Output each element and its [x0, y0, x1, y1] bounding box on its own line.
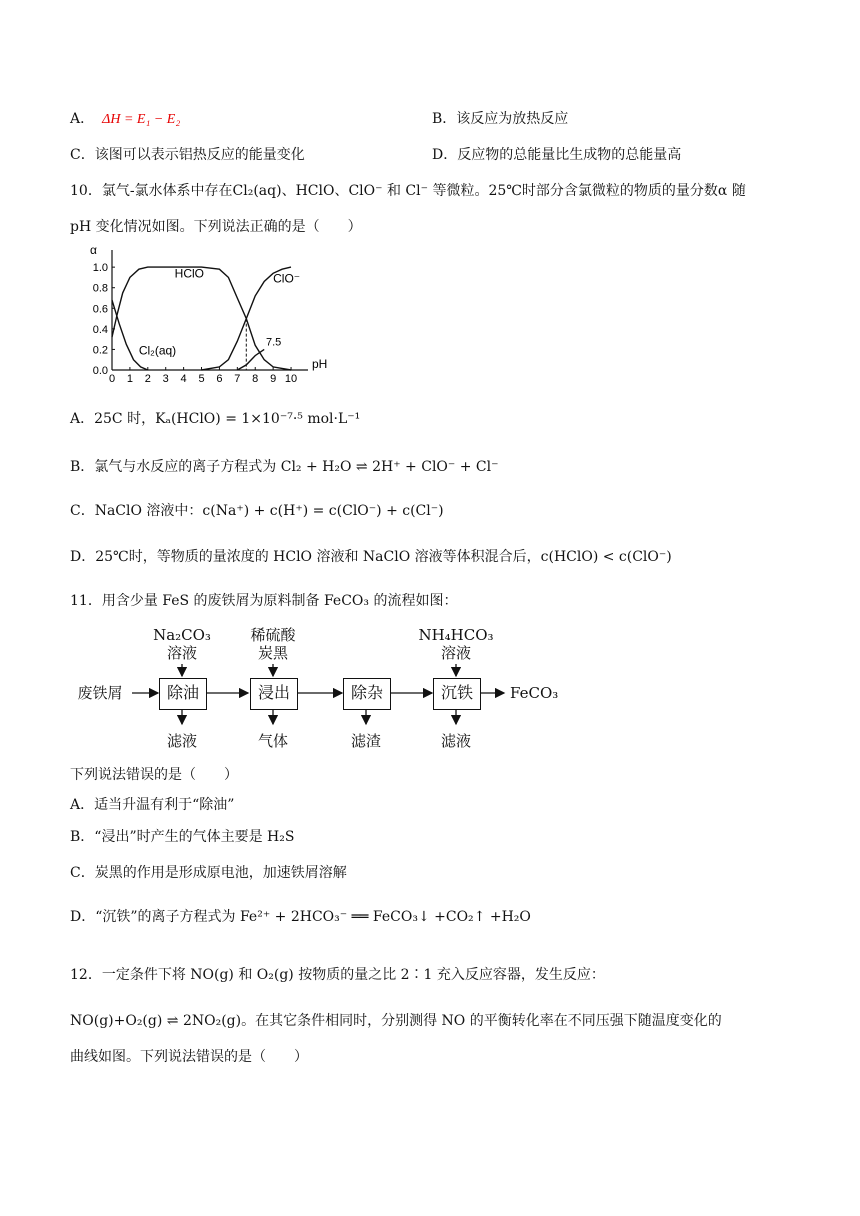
q9-option-a	[70, 108, 180, 128]
flow-box-1: 除油	[159, 678, 207, 710]
x-tick-label: 5	[198, 373, 205, 385]
q9-option-a-label: A．	[70, 111, 95, 127]
y-tick-label: 0.6	[92, 303, 108, 316]
x-tick-label: 4	[180, 373, 187, 385]
flow-reagent-4a: NH₄HCO₃	[418, 626, 494, 644]
x-tick-label: 10	[284, 373, 298, 385]
flow-reagent-2b: 炭黑	[257, 644, 288, 662]
q11-flowchart	[70, 620, 590, 760]
flow-byproduct-3: 滤渣	[350, 732, 381, 750]
x-tick-label: 8	[252, 373, 259, 385]
series-line-3	[237, 349, 264, 370]
x-tick-label: 2	[144, 373, 151, 385]
x-tick-label: 6	[216, 373, 223, 385]
q10-stem-line2: pH 变化情况如图。下列说法正确的是（ ）	[70, 219, 362, 235]
flow-box-4: 沉铁	[433, 678, 481, 710]
flow-byproduct-4: 滤液	[440, 732, 471, 750]
flow-byproduct-1: 滤液	[166, 732, 197, 750]
q9-option-b: B．该反应为放热反应	[432, 111, 569, 127]
q12-stem-line2: NO(g)+O₂(g) ⇌ 2NO₂(g)。在其它条件相同时，分别测得 NO 的平衡转化率在不同压强下随温度变化的	[70, 1013, 722, 1029]
x-tick-label: 3	[162, 373, 169, 385]
flow-box-3: 除杂	[343, 678, 391, 710]
q11-option-c: C．炭黑的作用是形成原电池，加速铁屑溶解	[70, 865, 347, 881]
series-label-2: Cl₂(aq)	[138, 343, 177, 358]
q10-stem-line1: 10．氯气-氯水体系中存在Cl₂(aq)、HClO、ClO⁻ 和 Cl⁻ 等微粒。25℃时部分含氯微粒的物质的量分数α 随	[70, 183, 746, 199]
q12-stem-line1: 12．一定条件下将 NO(g) 和 O₂(g) 按物质的量之比 2∶1 充入反应容器，发生反应：	[70, 967, 605, 983]
q11-option-d: D．“沉铁”的离子方程式为 Fe²⁺ + 2HCO₃⁻ ══ FeCO₃↓ +CO₂↑ +H₂O	[70, 909, 531, 925]
q10-option-d: D．25℃时，等物质的量浓度的 HClO 溶液和 NaClO 溶液等体积混合后，c(HClO) < c(ClO⁻)	[70, 549, 672, 565]
q9-option-d: D．反应物的总能量比生成物的总能量高	[432, 147, 682, 163]
q11-stem: 11．用含少量 FeS 的废铁屑为原料制备 FeCO₃ 的流程如图：	[70, 593, 458, 609]
q12-stem-line3: 曲线如图。下列说法错误的是（ ）	[70, 1049, 308, 1065]
x-tick-label: 7	[234, 373, 241, 385]
flow-byproduct-2: 气体	[257, 732, 288, 750]
flow-reagent-1b: 溶液	[166, 644, 197, 662]
y-axis-label: α	[90, 244, 97, 257]
flow-output: FeCO₃	[510, 684, 559, 702]
flow-reagent-1a: Na₂CO₃	[153, 626, 211, 644]
q11-option-a: A．适当升温有利于“除油”	[70, 797, 235, 813]
q10-option-a: A．25C 时，Kₐ(HClO) = 1×10⁻⁷·⁵ mol·L⁻¹	[70, 411, 361, 427]
y-tick-label: 0.4	[92, 323, 108, 336]
series-line-2	[112, 300, 148, 370]
x-tick-label: 1	[126, 373, 133, 385]
flow-box-2: 浸出	[250, 678, 298, 710]
flow-reagent-2a: 稀硫酸	[250, 626, 296, 644]
q10-chart	[70, 244, 340, 390]
q11-ask: 下列说法错误的是（ ）	[70, 767, 238, 783]
y-tick-label: 0.8	[92, 282, 108, 295]
flow-input: 废铁屑	[77, 684, 123, 702]
x-axis-label: pH	[312, 357, 328, 371]
q10-option-b: B．氯气与水反应的离子方程式为 Cl₂ + H₂O ⇌ 2H⁺ + ClO⁻ + Cl⁻	[70, 459, 499, 475]
q9-option-c: C．该图可以表示铝热反应的能量变化	[70, 147, 305, 163]
x-tick-label: 9	[270, 373, 277, 385]
q9-option-a-formula: ΔH = E₁ − E₂	[102, 112, 181, 127]
flow-reagent-4b: 溶液	[440, 644, 471, 662]
x-tick-label: 0	[108, 373, 116, 385]
y-tick-label: 0.0	[92, 365, 108, 377]
q11-option-b: B．“浸出”时产生的气体主要是 H₂S	[70, 829, 295, 845]
series-label-1: ClO⁻	[273, 271, 301, 286]
series-label-0: HClO	[174, 266, 205, 281]
q10-option-c: C．NaClO 溶液中：c(Na⁺) + c(H⁺) = c(ClO⁻) + c(Cl⁻)	[70, 503, 444, 519]
chart-annotation: 7.5	[265, 336, 282, 349]
y-tick-label: 1.0	[92, 262, 108, 275]
y-tick-label: 0.2	[92, 344, 108, 357]
